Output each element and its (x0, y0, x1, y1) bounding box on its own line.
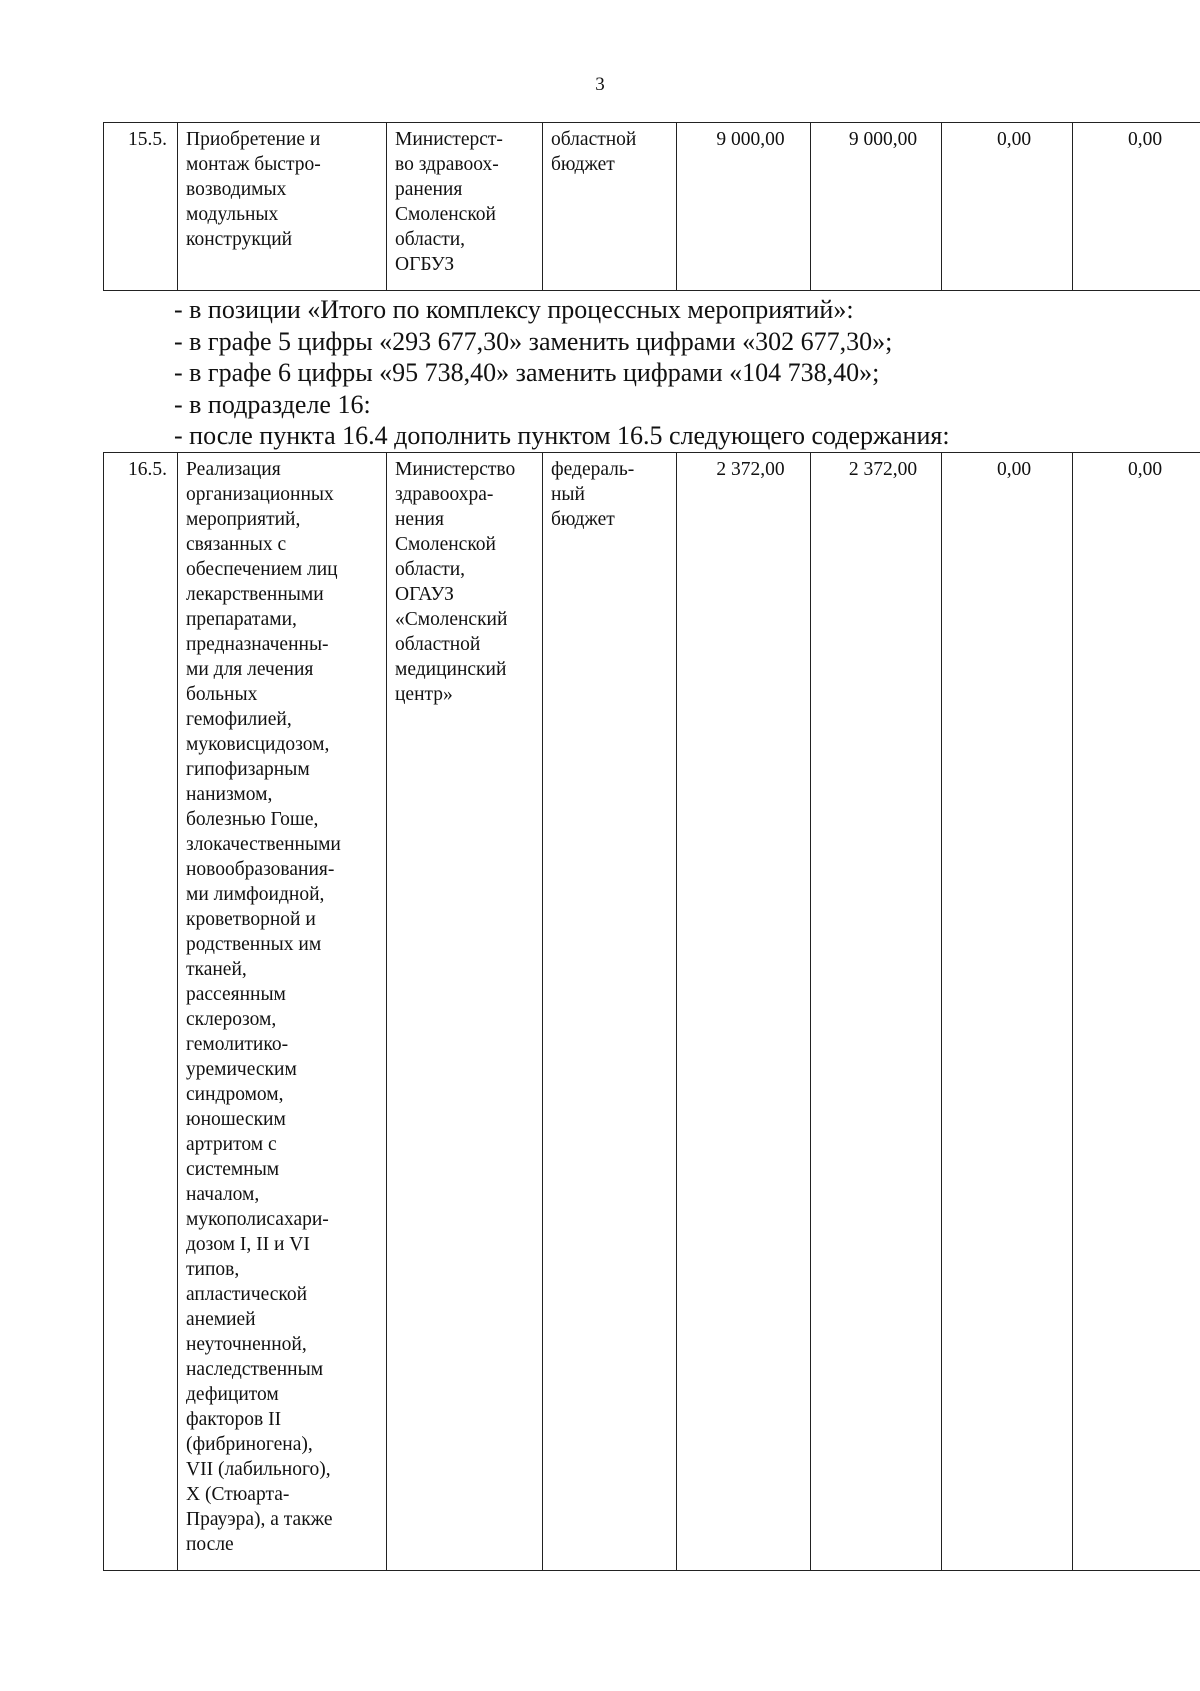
table-row (104, 453, 1200, 1571)
table-row (104, 123, 1200, 291)
amount-year-3: 0,00 (1073, 123, 1200, 291)
row-number: 16.5. (104, 453, 178, 1571)
funding-source: федераль- ный бюджет (543, 453, 677, 1571)
amendment-instructions (174, 294, 950, 452)
executor: Министерст- во здравоох- ранения Смоленской области, ОГБУЗ (387, 123, 543, 291)
funding-source: областной бюджет (543, 123, 677, 291)
amount-year-2: 0,00 (942, 123, 1073, 291)
instruction-line: - в подразделе 16: (174, 389, 371, 419)
amount-year-2: 0,00 (942, 453, 1073, 1571)
measure-name: Реализация организационных мероприятий, связанных с обеспечением лиц лекарственными препаратами, предназначенны- ми для лечения больных гемофилией, муковисцидозом, гипофизарным нанизмом, болезнью Гоше, злокачественными новообразования- ми лимфоидной, кроветворной и родственных им тканей, рассеянным склерозом, гемолитико- уремическим синдромом, юношеским артритом с системным началом, мукополисахари- дозом I, II и VI типов, апластической анемией неуточненной, наследственным дефицитом факторов II (фибриногена), VII (лабильного), X (Стюарта- Прауэра), а также после (178, 453, 387, 1571)
amount-year-3: 0,00 (1073, 453, 1200, 1571)
instruction-line: - после пункта 16.4 дополнить пунктом 16.5 следующего содержания: (174, 421, 950, 450)
page-number: 3 (595, 74, 605, 95)
amount-year-1: 2 372,00 (811, 453, 942, 1571)
amount-year-1: 9 000,00 (811, 123, 942, 291)
instruction-line: - в графе 6 цифры «95 738,40» заменить цифрами «104 738,40»; (174, 358, 880, 387)
executor: Министерство здравоохра- нения Смоленской области, ОГАУЗ «Смоленский областной медицинский центр» (387, 453, 543, 1571)
row-number: 15.5. (104, 123, 178, 291)
amount-total: 2 372,00 (677, 453, 811, 1571)
amount-total: 9 000,00 (677, 123, 811, 291)
table-item-16-5 (103, 452, 1200, 1571)
instruction-line: - в позиции «Итого по комплексу процессных мероприятий»: (174, 295, 854, 324)
measure-name: Приобретение и монтаж быстро- возводимых модульных конструкций (178, 123, 387, 291)
instruction-line: - в графе 5 цифры «293 677,30» заменить цифрами «302 677,30»; (174, 326, 893, 356)
table-item-15-5 (103, 122, 1200, 291)
